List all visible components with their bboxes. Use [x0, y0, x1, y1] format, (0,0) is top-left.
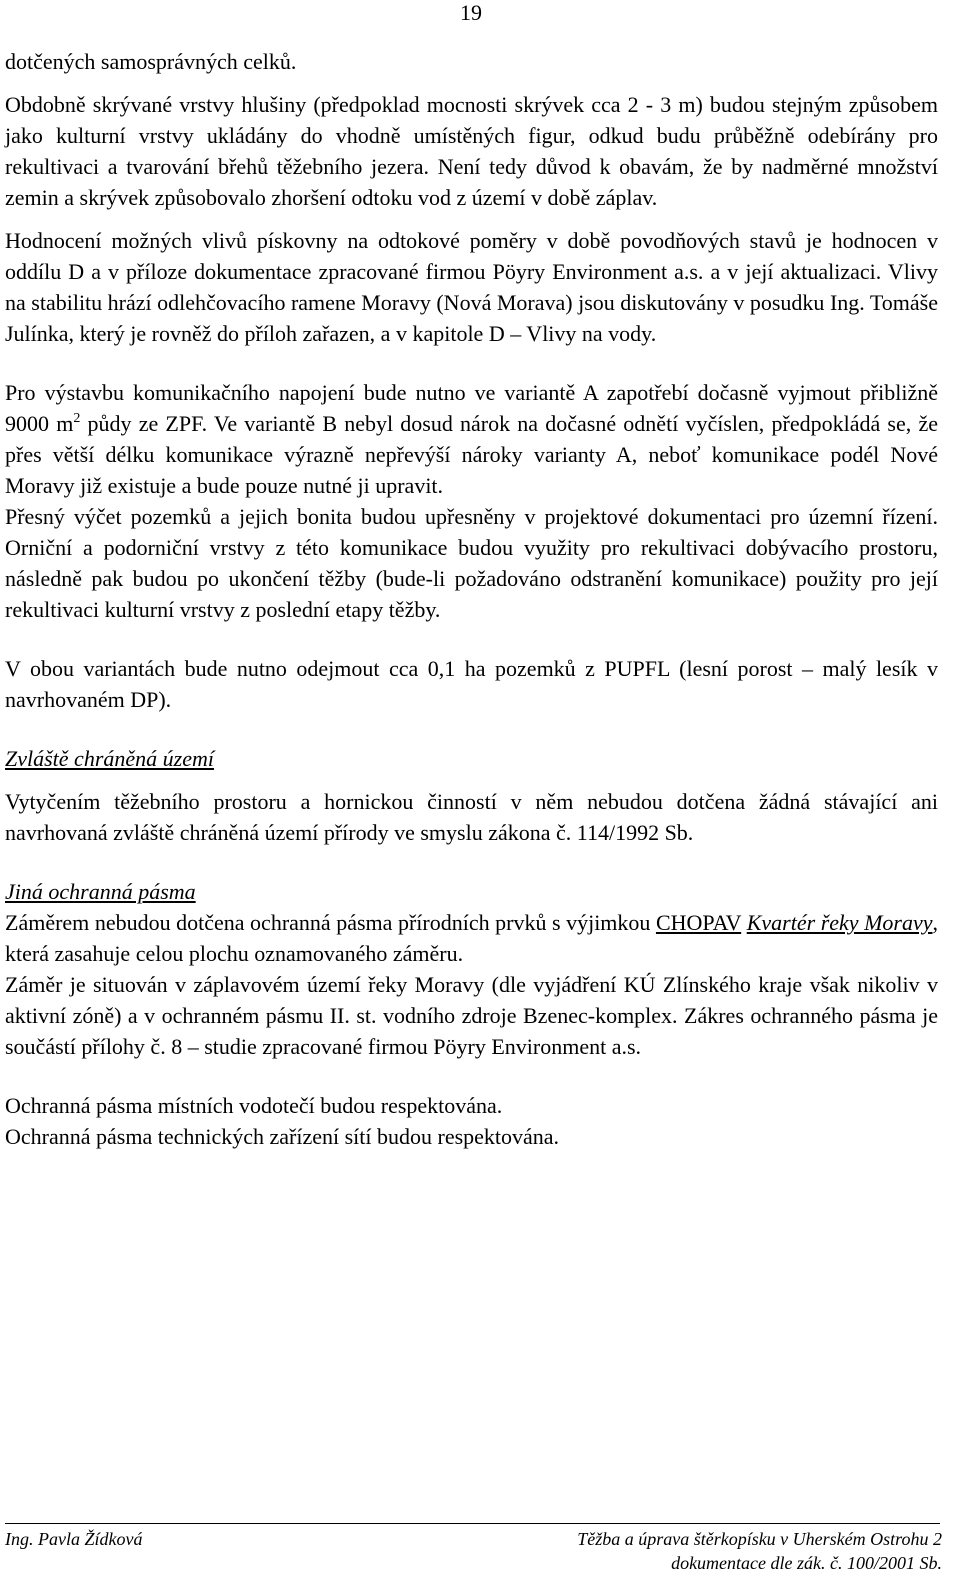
paragraph-chopav: [5, 907, 938, 969]
paragraph-continuation: dotčených samosprávných celků.: [5, 49, 297, 74]
paragraph-watercourses: Ochranná pásma místních vodotečí budou respektována.: [5, 1093, 503, 1118]
footer-divider: [5, 1523, 940, 1524]
paragraph-technical-networks: Ochranná pásma technických zařízení sítí budou respektována.: [5, 1124, 560, 1149]
paragraph-chopav-text-b: , která zasahuje celou plochu oznamovaného záměru.: [5, 910, 938, 966]
paragraph-flood-assessment: Hodnocení možných vlivů pískovny na odtokové poměry v době povodňových stavů je hodnocen v oddílu D a v příloze dokumentace zpracované firmou Pöyry Environment a.s. a v její aktualizaci. Vlivy na stabilitu hrází odlehčovacího ramene Moravy (Nová Morava) jsou diskutovány v posudku Ing. Tomáše Julínka, který je rovněž do příloh zařazen, a v kapitole D – Vlivy na vody.: [5, 228, 938, 346]
paragraph-road-connection-text-a: Pro výstavbu komunikačního napojení bude nutno ve variantě A zapotřebí dočasně vyjmout přibližně 9000 m: [5, 380, 938, 436]
paragraph-chopav-text-a: Záměrem nebudou dotčena ochranná pásma přírodních prvků s výjimkou: [5, 910, 656, 935]
paragraph-overburden: Obdobně skrývané vrstvy hlušiny (předpoklad mocnosti skrývek cca 2 - 3 m) budou stejným způsobem jako kulturní vrstvy ukládány do vhodně umístěných figur, odkud budu průběžně odebírány pro rekultivaci a tvarování břehů těžebního jezera. Není tedy důvod k obavám, že by nadměrné množství zemin a skrývek způsobovalo zhoršení odtoku vod z území v době záplav.: [5, 92, 938, 210]
paragraph-road-connection: [5, 377, 938, 501]
paragraph-forest-land: V obou variantách bude nutno odejmout cca 0,1 ha pozemků z PUPFL (lesní porost – malý lesík v navrhovaném DP).: [5, 656, 938, 712]
heading-protected-areas: Zvláště chráněná území: [5, 746, 214, 771]
paragraph-protected-areas: Vytyčením těžebního prostoru a hornickou činností v něm nebudou dotčena žádná stávající ani navrhovaná zvláště chráněná území přírody ve smyslu zákona č. 114/1992 Sb.: [5, 789, 938, 845]
paragraph-floodplain: Záměr je situován v záplavovém území řeky Moravy (dle vyjádření KÚ Zlínského kraje však nikoliv v aktivní zóně) a v ochranném pásmu II. st. vodního zdroje Bzenec-komplex. Zákres ochranného pásma je součástí přílohy č. 8 – studie zpracované firmou Pöyry Environment a.s.: [5, 972, 938, 1059]
document-body: [5, 46, 938, 1152]
kvarter-moravy-link[interactable]: Kvartér řeky Moravy: [746, 910, 933, 935]
paragraph-land-parcels: Přesný výčet pozemků a jejich bonita budou upřesněny v projektové dokumentaci pro územní řízení. Orniční a podorniční vrstvy z této komunikace budou využity pro rekultivaci dobývacího prostoru, následně pak budou po ukončení těžby (bude-li požadováno odstranění komunikace) použity pro její rekultivaci kulturní vrstvy z poslední etapy těžby.: [5, 504, 938, 622]
superscript-square: 2: [73, 411, 81, 426]
chopav-link[interactable]: CHOPAV: [655, 910, 742, 935]
footer-author: Ing. Pavla Žídková: [5, 1529, 143, 1549]
page-number: 19: [460, 0, 482, 25]
footer-document-title: [577, 1527, 942, 1575]
footer-title-line1: Těžba a úprava štěrkopísku v Uherském Ostrohu 2: [577, 1529, 942, 1549]
paragraph-road-connection-text-b: půdy ze ZPF. Ve variantě B nebyl dosud nárok na dočasné odnětí vyčíslen, předpokládá se, že přes větší délku komunikace výrazně nepřevýší nároky varianty A, neboť komunikace podél Nové Moravy již existuje a bude pouze nutné ji upravit.: [5, 411, 938, 498]
heading-other-protection-zones: Jiná ochranná pásma: [5, 879, 196, 904]
footer-title-line2: dokumentace dle zák. č. 100/2001 Sb.: [671, 1553, 942, 1573]
